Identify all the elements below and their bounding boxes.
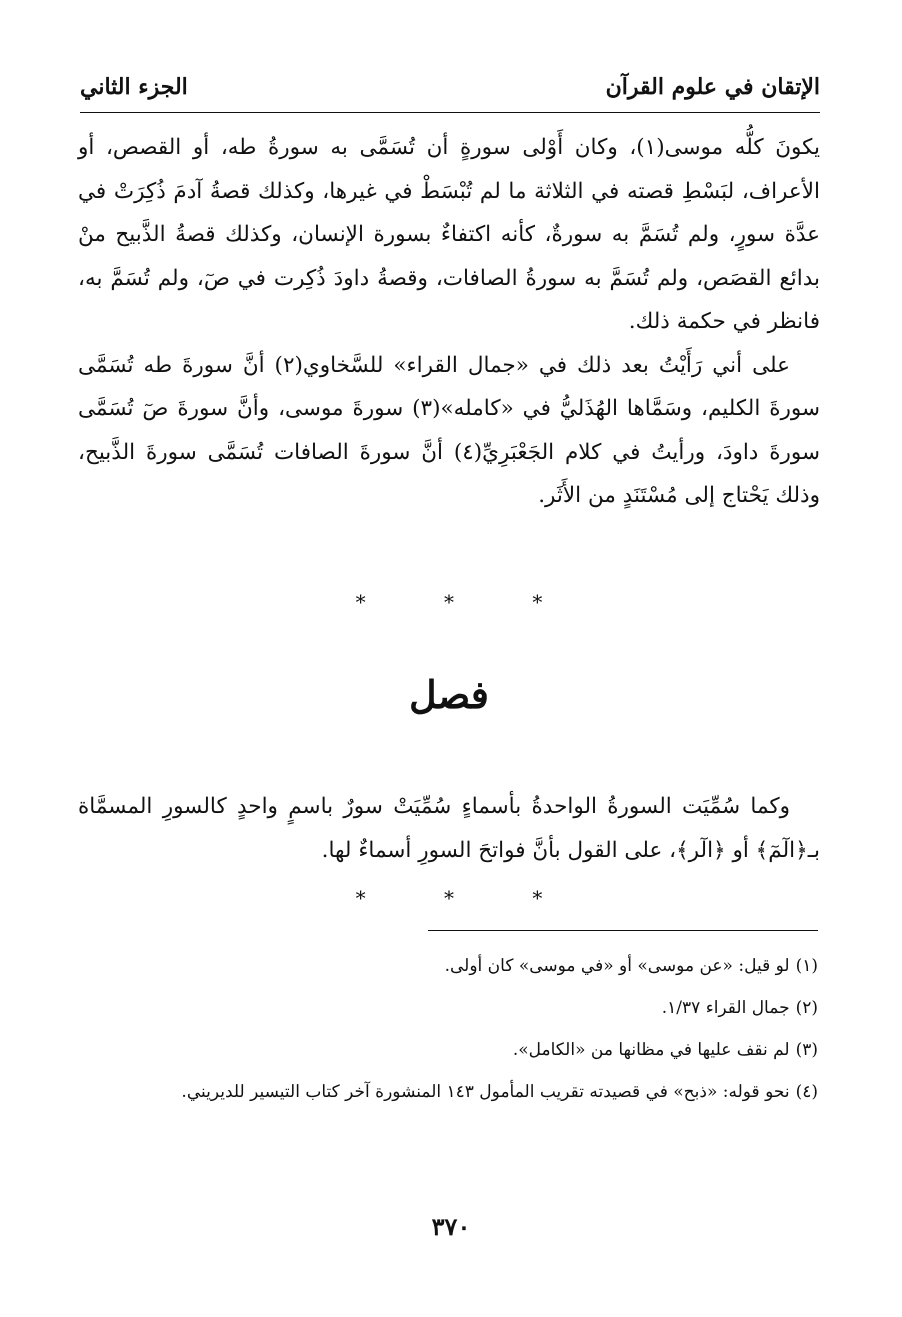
footnote-text: لو قيل: «عن موسى» أو «في موسى» كان أولى. [444,956,790,976]
footnote [78,1031,818,1069]
paragraph-2: على أني رَأَيْتُ بعد ذلك في «جمال القراء» للسَّخاوي(٢) أنَّ سورةَ طه تُسَمَّى سورةَ الكليم، وسَمَّاها الهُذَليُّ في «كامله»(٣) سورةَ موسى، وأنَّ سورةَ صٓ تُسَمَّى سورةَ داودَ، ورأيتُ في كلام الجَعْبَرِيِّ(٤) أنَّ سورةَ الصافات تُسَمَّى سورةَ الذَّبيح، وذلك يَحْتاج إلى مُسْتَنَدٍ من الأَثَر. [78,352,821,508]
paragraph-1: يكونَ كلُّه موسى(١)، وكان أَوْلى سورةٍ أن تُسَمَّى به سورةُ طه، أو القصص، أو الأعراف، لبَسْطِ قصته في الثلاثة ما لم تُبْسَطْ في غيرها، وكذلك قصةُ آدمَ ذُكِرَتْ في عدَّة سورٍ، ولم تُسَمَّ به سورةٌ، كأنه اكتفاءٌ بسورة الإنسان، وكذلك قصةُ الذَّبيح منْ بدائع القصَص، ولم تُسَمَّ به سورةُ الصافات، وقصةُ داودَ ذُكِرت في صٓ، ولم تُسَمَّ به، فانظر في حكمة ذلك. [78,135,820,334]
header-divider [80,112,820,113]
footnote [78,947,818,985]
footnote-number: (٤) [795,1082,818,1102]
footnotes [78,947,818,1115]
footnote-number: (٢) [795,998,818,1018]
section-paragraph: وكما سُمِّيَت السورةُ الواحدةُ بأسماءٍ سُمِّيَتْ سورٌ باسمٍ واحدٍ كالسورِ المسمَّاة بـ﴿الٓمٓ﴾ أو ﴿الٓر﴾، على القول بأنَّ فواتحَ السورِ أسماءٌ لها. [78,794,820,863]
book-title: الإتقان في علوم القرآن [605,74,820,100]
footnote-text: جمال القراء ١/٣٧. [661,998,790,1018]
section-text [78,785,820,872]
section-title: فصل [409,672,489,717]
footnote-divider [428,930,818,931]
footnote-text: نحو قوله: «ذبح» في قصيدته تقريب المأمول ١٤٣ المنشورة آخر كتاب التيسير للديريني. [181,1082,790,1102]
asterisk-separator: * * * [355,886,579,910]
footnote [78,1073,818,1111]
footnote-number: (٣) [795,1040,818,1060]
main-text [78,126,820,518]
asterisk-separator: * * * [355,590,579,614]
page-number: ٣٧٠ [431,1212,471,1241]
footnote-number: (١) [795,956,818,976]
running-header [80,66,820,100]
footnote [78,989,818,1027]
volume-label: الجزء الثاني [80,74,188,100]
footnote-text: لم نقف عليها في مظانها من «الكامل». [512,1040,790,1060]
